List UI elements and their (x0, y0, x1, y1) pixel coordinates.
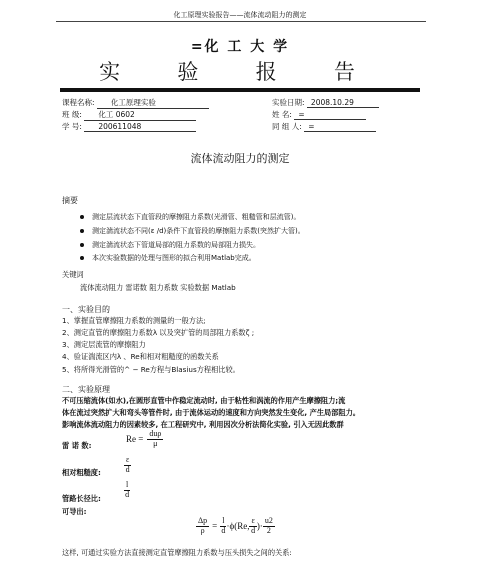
section-heading-purpose: 一、实验目的 (62, 305, 110, 314)
purpose-item: 2、测定直管的摩擦阻力系数λ 以及突扩管的局部阻力系数ζ ; (62, 328, 255, 337)
title-rule (60, 88, 420, 92)
abstract-item: 测定湍流状态不同(ε /d)条件下直管段的摩擦阻力系数(突然扩大管)。 (80, 226, 305, 236)
name-label: 姓 名: (272, 110, 292, 119)
name-field (272, 109, 366, 120)
course-field (62, 97, 209, 109)
header-rule (56, 21, 426, 22)
principle-paragraph-line: 影响流体流动阻力的因素较多, 在工程研究中, 利用因次分析法简化实验, 引入无因此数群 (62, 420, 344, 429)
closing-sentence: 这样, 可通过实验方法直接测定直管摩擦阻力系数与压头损失之间的关系: (62, 548, 292, 557)
id-label: 学 号: (62, 122, 82, 131)
class-label: 班 级: (62, 110, 82, 119)
principle-paragraph-line: 不可压缩流体(如水),在圆形直管中作稳定流动时, 由于粘性和涡流的作用产生摩擦阻力;流 (62, 396, 346, 405)
group-label: 同 组 人: (272, 122, 302, 131)
report-title: 实 验 报 告 (99, 60, 381, 84)
derive-label: 可导出: (62, 507, 87, 516)
class-field (62, 109, 196, 121)
running-header: 化工原理实验报告——流体流动阻力的测定 (173, 11, 307, 19)
abstract-item: 测定湍流状态下管道局部的阻力系数的局部阻力损失。 (80, 240, 260, 250)
course-label: 课程名称: (62, 98, 95, 107)
abstract-item: 测定层流状态下直管段的摩擦阻力系数(光滑管、粗糙管和层流管)。 (80, 212, 300, 222)
bullet-icon (80, 229, 84, 233)
pressure-drop-equation: $\frac{\Delta p}{\rho}$ = $\frac{l}{d}$ ·ϕ(Re, $\frac{\varepsilon}{d}$ )· $\frac{u2}{2}$ (198, 516, 273, 535)
principle-paragraph-line: 体在流过突然扩大和弯头等管件时, 由于流体运动的速度和方向突然发生变化, 产生局部阻力。 (62, 408, 360, 417)
name-value: = (294, 110, 366, 120)
bullet-icon (80, 215, 84, 219)
reynolds-label: 雷 诺 数: (62, 441, 92, 450)
document-title: 流体流动阻力的测定 (190, 152, 290, 165)
date-label: 实验日期: (272, 98, 305, 107)
bullet-icon (80, 243, 84, 247)
course-value: 化工原理实验 (97, 97, 209, 109)
group-field (272, 121, 376, 132)
abstract-heading: 摘要 (62, 196, 78, 205)
purpose-item: 1、掌握直管摩擦阻力系数的测量的一般方法; (62, 316, 206, 325)
length-ratio-label: 管路长径比: (62, 494, 101, 503)
group-value: = (304, 122, 376, 132)
university-name: =化 工 大 学 (190, 39, 290, 55)
roughness-label: 相对粗糙度: (62, 468, 101, 477)
reynolds-formula: Re = $\frac{\text{duρ}}{\mu}$ (126, 429, 162, 448)
purpose-item: 3、测定层流管的摩擦阻力 (62, 340, 146, 349)
id-value: 200611048 (84, 122, 196, 132)
roughness-formula: $\frac{\varepsilon}{d}$ (125, 455, 130, 474)
purpose-item: 4、验证湍流区内λ 、Re和相对粗糙度的函数关系 (62, 352, 219, 361)
date-value: 2008.10.29 (307, 98, 379, 108)
length-ratio-formula: $\frac{l}{d}$ (125, 480, 130, 499)
id-field (62, 121, 196, 132)
keywords-text: 流体流动阻力 雷诺数 阻力系数 实验数据 Matlab (80, 283, 236, 292)
bullet-icon (80, 256, 84, 260)
date-field (272, 97, 379, 108)
keywords-heading: 关键词 (62, 270, 84, 279)
abstract-item: 本次实验数据的处理与图形的拟合利用Matlab完成。 (80, 253, 256, 263)
purpose-item: 5、将所得光滑管的^ − Re方程与Blasius方程相比较。 (62, 365, 240, 374)
section-heading-principle: 二、实验原理 (62, 385, 110, 394)
class-value: 化工 0602 (84, 109, 196, 121)
